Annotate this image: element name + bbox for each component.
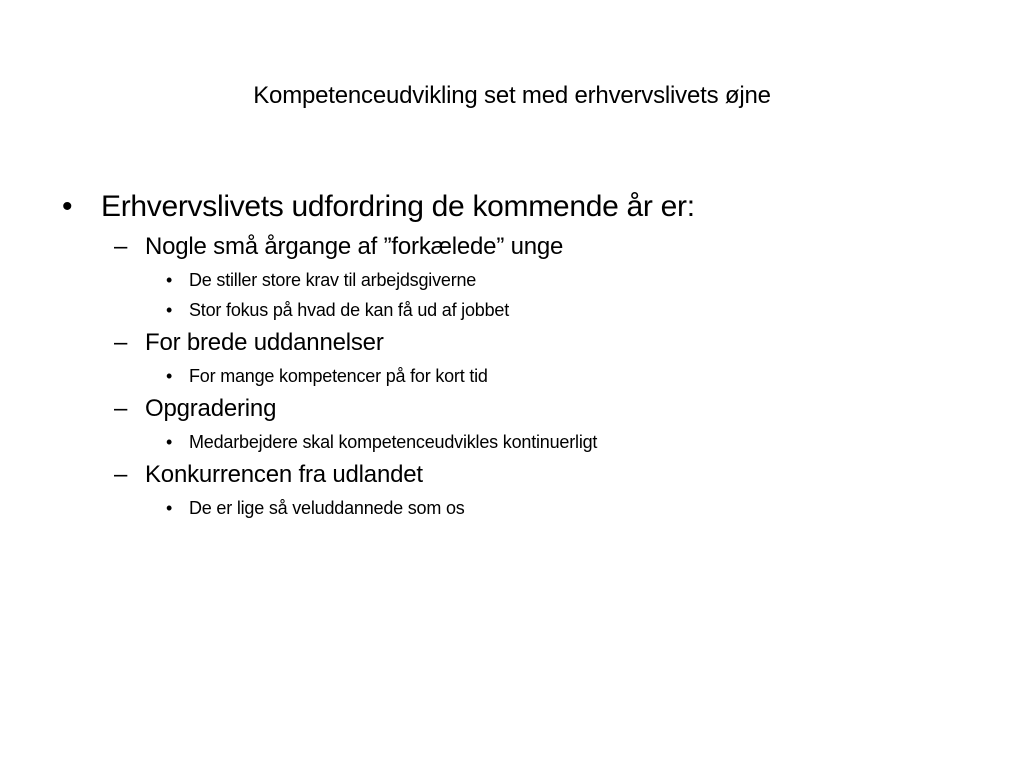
detail-item	[0, 298, 1024, 322]
sub-item	[0, 460, 1024, 490]
detail-item	[0, 496, 1024, 520]
detail-item	[0, 268, 1024, 292]
sub-item	[0, 328, 1024, 358]
detail-text: De er lige så veluddannede som os	[189, 498, 465, 518]
detail-item	[0, 364, 1024, 388]
bullet-marker: •	[166, 300, 173, 320]
main-bullet	[0, 188, 1024, 226]
sub-item	[0, 232, 1024, 262]
sub-item-text: For brede uddannelser	[145, 329, 384, 356]
slide-content	[0, 188, 1024, 526]
slide-title: Kompetenceudvikling set med erhvervslivets øjne	[253, 82, 771, 109]
bullet-marker: •	[166, 366, 173, 386]
dash-marker: –	[114, 395, 128, 422]
sub-item	[0, 394, 1024, 424]
main-bullet-text: Erhvervslivets udfordring de kommende år er:	[101, 190, 695, 223]
detail-text: De stiller store krav til arbejdsgiverne	[189, 270, 477, 290]
bullet-marker: •	[166, 270, 173, 290]
dash-marker: –	[114, 233, 128, 260]
bullet-marker: •	[62, 190, 73, 223]
detail-text: For mange kompetencer på for kort tid	[189, 366, 488, 386]
detail-text: Stor fokus på hvad de kan få ud af jobbet	[189, 300, 510, 320]
sub-item-text: Opgradering	[145, 395, 277, 422]
dash-marker: –	[114, 461, 128, 488]
detail-text: Medarbejdere skal kompetenceudvikles kontinuerligt	[189, 432, 598, 452]
dash-marker: –	[114, 329, 128, 356]
detail-item	[0, 430, 1024, 454]
sub-item-text: Nogle små årgange af ”forkælede” unge	[145, 233, 564, 260]
bullet-marker: •	[166, 498, 173, 518]
sub-item-text: Konkurrencen fra udlandet	[145, 461, 423, 488]
bullet-marker: •	[166, 432, 173, 452]
